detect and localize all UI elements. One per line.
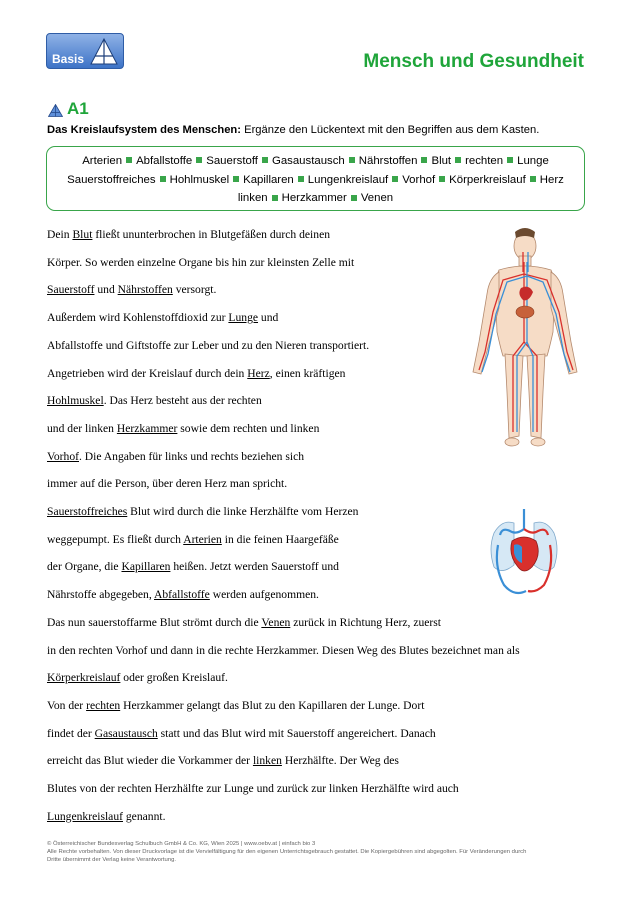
- text-segment: . Die Angaben für links und rechts beziehen sich: [79, 449, 305, 463]
- text-segment: versorgt.: [172, 283, 217, 297]
- page-title: Mensch und Gesundheit: [363, 51, 584, 72]
- separator-square-icon: [262, 157, 268, 163]
- text-line: [47, 283, 216, 296]
- filled-gap: Sauerstoff: [47, 283, 95, 297]
- word-box-line: [47, 152, 584, 171]
- text-line: [47, 394, 262, 407]
- filled-gap: Kapillaren: [121, 560, 171, 574]
- text-line: [47, 311, 278, 324]
- text-line: [47, 754, 399, 767]
- text-line: [47, 505, 358, 518]
- text-line: [47, 422, 319, 435]
- footer-disclaimer: Dritte übernimmt der Verlag keine Verantwortung.: [47, 857, 177, 864]
- word-box-term: Lunge: [517, 155, 549, 167]
- text-segment: in die feinen Haargefäße: [221, 532, 339, 546]
- word-box-term: Körperkreislauf: [449, 173, 526, 186]
- filled-gap: Herz: [247, 366, 270, 380]
- text-segment: und: [94, 283, 118, 297]
- basis-logo: [46, 33, 124, 69]
- word-box-term: Arterien: [82, 155, 123, 167]
- word-box-term: Herz: [539, 173, 564, 186]
- text-line: [47, 782, 459, 795]
- filled-gap: Lunge: [228, 311, 259, 325]
- separator-square-icon: [530, 176, 536, 182]
- text-segment: findet der: [47, 726, 95, 740]
- text-line: [47, 533, 339, 546]
- word-box-term: Blut: [431, 155, 452, 167]
- separator-square-icon: [439, 176, 445, 182]
- text-line: [47, 810, 165, 823]
- word-box-term: Hohlmuskel: [169, 173, 230, 186]
- text-segment: Blut wird durch die linke Herzhälfte vom Herzen: [127, 505, 359, 518]
- difficulty-triangle-icon: [48, 104, 63, 117]
- text-segment: genannt.: [122, 809, 166, 823]
- word-box-line: [47, 171, 584, 190]
- filled-gap: Vorhof: [47, 449, 79, 463]
- text-line: [47, 671, 228, 684]
- filled-gap: linken: [252, 754, 282, 768]
- text-segment: oder großen Kreislauf.: [120, 671, 228, 685]
- text-line: [47, 367, 345, 380]
- text-line: [47, 339, 369, 352]
- separator-square-icon: [126, 157, 132, 163]
- filled-gap: rechten: [86, 698, 121, 712]
- filled-gap: Lungenkreislauf: [47, 809, 123, 823]
- separator-square-icon: [455, 157, 461, 163]
- task-instruction: [47, 124, 539, 136]
- word-box-term: Nährstoffen: [358, 155, 418, 167]
- filled-gap: Arterien: [183, 532, 222, 546]
- word-box-term: linken: [237, 192, 268, 205]
- task-instruction-rest: Ergänze den Lückentext mit den Begriffen aus dem Kasten.: [241, 124, 540, 136]
- text-line: [47, 727, 436, 740]
- word-box-term: Kapillaren: [243, 173, 294, 186]
- text-segment: Von der: [47, 698, 87, 712]
- text-line: [47, 228, 330, 241]
- text-segment: fließt ununterbrochen in Blutgefäßen durch deinen: [92, 228, 331, 241]
- text-segment: Herzhälfte. Der Weg des: [281, 754, 399, 768]
- footer-copyright: © Österreichischer Bundesverlag Schulbuch GmbH & Co. KG, Wien 2025 | www.oebv.at | einfach bio 3: [47, 841, 316, 847]
- text-segment: und: [258, 311, 279, 325]
- text-segment: zurück in Richtung Herz, zuerst: [290, 615, 441, 629]
- word-box-term: Lungenkreislauf: [307, 173, 389, 186]
- separator-square-icon: [349, 157, 355, 163]
- text-segment: der Organe, die: [47, 560, 122, 574]
- word-box-term: Sauerstoffreiches: [67, 173, 156, 186]
- text-line: [47, 644, 520, 657]
- separator-square-icon: [421, 157, 427, 163]
- separator-square-icon: [351, 195, 357, 201]
- text-line: [47, 256, 354, 269]
- logo-text: Basis: [52, 52, 85, 66]
- separator-square-icon: [507, 157, 513, 163]
- text-segment: Das nun sauerstoffarme Blut strömt durch die: [47, 615, 262, 629]
- text-line: [47, 616, 441, 629]
- text-line: [47, 699, 424, 712]
- text-segment: in den rechten Vorhof und dann in die rechte Herzkammer. Diesen Weg des Blutes bezeichnet man als: [47, 643, 520, 657]
- filled-gap: Blut: [72, 228, 93, 241]
- text-segment: Herzkammer gelangt das Blut zu den Kapillaren der Lunge. Dort: [120, 698, 425, 712]
- footer-rights: Alle Rechte vorbehalten. Von dieser Druckvorlage ist die Vervielfältigung für den eigenen Unterrichtsgebrauch gestattet. Die Kopiergebühren sind abgegolten. Für Veränderungen durch: [47, 849, 527, 856]
- word-box-term: Vorhof: [402, 173, 436, 186]
- filled-gap: Körperkreislauf: [47, 671, 121, 685]
- word-box-line: [47, 189, 584, 208]
- footer: [47, 840, 587, 864]
- text-segment: Körper. So werden einzelne Organe bis hin zur kleinsten Zelle mit: [47, 255, 355, 269]
- text-segment: . Das Herz besteht aus der rechten: [103, 394, 262, 408]
- word-box: [46, 146, 585, 211]
- text-segment: , einen kräftigen: [269, 366, 346, 380]
- text-segment: Nährstoffe abgegeben,: [47, 588, 154, 602]
- text-segment: Außerdem wird Kohlenstoffdioxid zur: [47, 311, 229, 325]
- text-segment: und der linken: [47, 421, 117, 435]
- word-box-term: Gasaustausch: [271, 155, 345, 167]
- text-segment: erreicht das Blut wieder die Vorkammer der: [47, 754, 253, 768]
- text-segment: immer auf die Person, über deren Herz man spricht.: [47, 477, 288, 491]
- word-box-term: Venen: [360, 192, 394, 205]
- filled-gap: Nährstoffen: [117, 283, 173, 297]
- triangle-icon: [89, 37, 119, 67]
- filled-gap: Gasaustausch: [94, 726, 158, 740]
- text-line: [47, 560, 339, 573]
- filled-gap: Herzkammer: [116, 421, 178, 435]
- text-segment: statt und das Blut wird mit Sauerstoff angereichert. Danach: [157, 726, 436, 740]
- word-box-term: Abfallstoffe: [136, 155, 193, 167]
- separator-square-icon: [298, 176, 304, 182]
- text-segment: Dein: [47, 228, 73, 241]
- text-segment: Angetrieben wird der Kreislauf durch dein: [47, 366, 248, 380]
- separator-square-icon: [233, 176, 239, 182]
- circulatory-system-illustration: [463, 222, 587, 454]
- separator-square-icon: [272, 195, 278, 201]
- text-segment: sowie dem rechten und linken: [177, 421, 320, 435]
- word-box-term: Sauerstoff: [206, 155, 258, 167]
- separator-square-icon: [160, 176, 166, 182]
- text-segment: heißen. Jetzt werden Sauerstoff und: [170, 560, 339, 574]
- word-box-term: Herzkammer: [281, 192, 347, 205]
- text-segment: Blutes von der rechten Herzhälfte zur Lunge und zurück zur linken Herzhälfte wird auch: [47, 782, 459, 795]
- separator-square-icon: [392, 176, 398, 182]
- text-line: [47, 477, 287, 490]
- word-box-term: rechten: [465, 155, 504, 167]
- filled-gap: Sauerstoffreiches: [47, 505, 128, 518]
- text-line: [47, 588, 319, 601]
- filled-gap: Abfallstoffe: [154, 588, 210, 602]
- filled-gap: Venen: [261, 615, 291, 629]
- text-segment: Abfallstoffe und Giftstoffe zur Leber und zu den Nieren transportiert.: [47, 338, 370, 352]
- task-number: A1: [67, 99, 89, 118]
- filled-gap: Hohlmuskel: [47, 394, 104, 408]
- text-segment: weggepumpt. Es fließt durch: [47, 532, 184, 546]
- task-instruction-bold: Das Kreislaufsystem des Menschen:: [47, 124, 241, 136]
- separator-square-icon: [196, 157, 202, 163]
- heart-lungs-illustration: [484, 505, 564, 599]
- text-line: [47, 450, 304, 463]
- text-segment: werden aufgenommen.: [209, 588, 319, 602]
